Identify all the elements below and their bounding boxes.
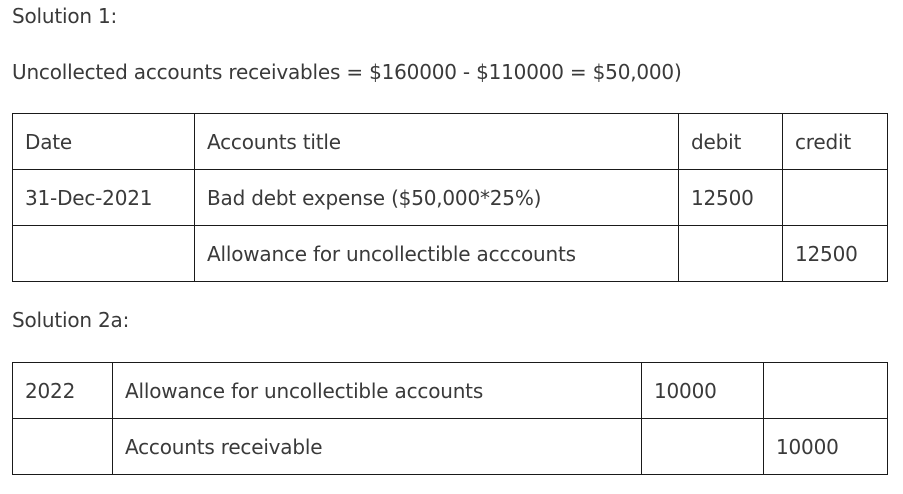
header-accounts-title: Accounts title <box>195 114 679 170</box>
cell-credit: 12500 <box>783 226 888 282</box>
cell-account-title: Accounts receivable <box>113 419 642 475</box>
table-row <box>13 363 888 419</box>
cell-date <box>13 226 195 282</box>
solution-1-journal-table <box>12 113 888 282</box>
cell-date: 31-Dec-2021 <box>13 170 195 226</box>
cell-credit <box>764 363 888 419</box>
header-credit: credit <box>783 114 888 170</box>
solution-1-heading: Solution 1: <box>12 4 118 28</box>
solution-2a-journal-table <box>12 362 888 475</box>
table-row <box>13 226 888 282</box>
cell-debit: 10000 <box>642 363 764 419</box>
table-row <box>13 419 888 475</box>
table-header-row <box>13 114 888 170</box>
cell-date <box>13 419 113 475</box>
table-row <box>13 170 888 226</box>
uncollected-receivables-formula: Uncollected accounts receivables = $160000 - $110000 = $50,000) <box>12 60 682 84</box>
cell-credit <box>783 170 888 226</box>
cell-debit <box>642 419 764 475</box>
cell-account-title: Allowance for uncollectible acccounts <box>195 226 679 282</box>
cell-account-title: Allowance for uncollectible accounts <box>113 363 642 419</box>
cell-credit: 10000 <box>764 419 888 475</box>
cell-debit: 12500 <box>679 170 783 226</box>
cell-date: 2022 <box>13 363 113 419</box>
header-date: Date <box>13 114 195 170</box>
cell-account-title: Bad debt expense ($50,000*25%) <box>195 170 679 226</box>
solution-2a-heading: Solution 2a: <box>12 308 130 332</box>
header-debit: debit <box>679 114 783 170</box>
cell-debit <box>679 226 783 282</box>
